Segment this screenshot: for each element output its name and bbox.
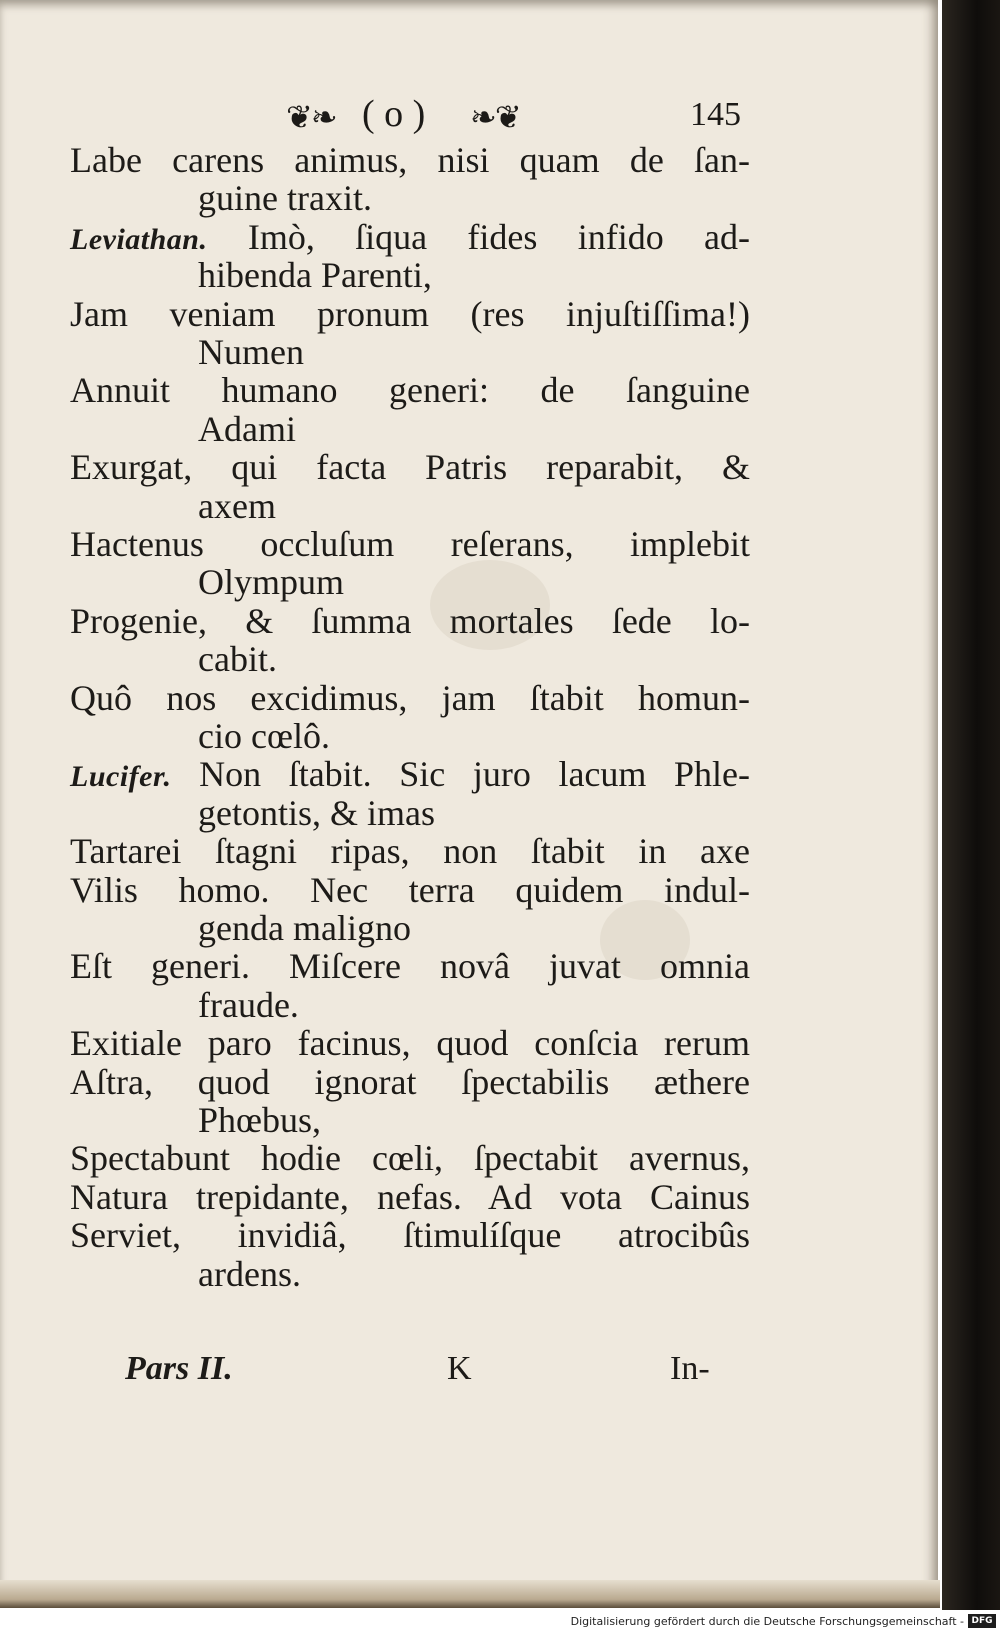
text-line: fraude. — [198, 984, 299, 1025]
text-line: Vilis homo. Nec terra quidem indul- — [70, 869, 750, 910]
text-line: Olympum — [198, 562, 345, 603]
text-line: cabit. — [198, 639, 277, 680]
text-line: Eſt generi. Miſcere novâ juvat omnia — [70, 946, 750, 987]
page-number: 145 — [690, 96, 741, 133]
page-edge — [0, 1580, 940, 1608]
text-line: Adami — [198, 408, 296, 449]
text-line: Exurgat, qui facta Patris reparabit, & — [70, 447, 750, 488]
text-line: hibenda Parenti, — [198, 255, 432, 296]
text-line: Annuit humano generi: de ſanguine — [70, 370, 750, 411]
text-line — [70, 217, 750, 257]
text-line: Hactenus occluſum reſerans, implebit — [70, 524, 750, 564]
line-text: Imò, ſiqua fides infido ad- — [247, 216, 751, 257]
text-line: Exitiale paro facinus, quod conſcia rerum — [70, 1023, 750, 1064]
text-line: Aſtra, quod ignorat ſpectabilis æthere — [70, 1061, 750, 1102]
text-line: Numen — [198, 332, 304, 372]
running-header — [280, 92, 750, 140]
ornament-icon: ❧❦ — [470, 99, 520, 135]
text-line: Jam veniam pronum (res injuſtiſſima!) — [70, 293, 750, 334]
text-line: Spectabunt hodie cœli, ſpectabit avernus, — [70, 1138, 750, 1179]
text-line: Serviet, invidiâ, ſtimulíſque atrocibûs — [70, 1215, 750, 1256]
text-line: Progenie, & ſumma mortales ſede lo- — [70, 600, 750, 641]
text-line: guine traxit. — [198, 178, 372, 219]
signature-mark: Pars II. — [125, 1350, 233, 1387]
page-footer — [125, 1350, 745, 1394]
gathering-mark: K — [447, 1350, 472, 1387]
text-line: Quô nos excidimus, jam ſtabit homun- — [70, 677, 750, 718]
credit-bar — [0, 1612, 1000, 1632]
text-line: Labe carens animus, nisi quam de ſan- — [70, 140, 750, 180]
text-line: Tartarei ſtagni ripas, non ſtabit in axe — [70, 831, 750, 872]
dfg-logo: DFG — [968, 1614, 996, 1628]
book-spine — [942, 0, 1000, 1610]
credit-text: Digitalisierung gefördert durch die Deutsche Forschungsgemeinschaft - — [570, 1615, 964, 1628]
text-line — [70, 754, 750, 794]
text-line: axem — [198, 485, 276, 526]
header-mark: ( o ) — [362, 93, 426, 135]
catchword: In- — [670, 1350, 710, 1387]
text-line: getontis, & imas — [198, 792, 435, 833]
text-line: cio cœlô. — [198, 716, 330, 756]
text-line: genda maligno — [198, 908, 411, 948]
text-line: Natura trepidante, nefas. Ad vota Cainus — [70, 1176, 750, 1217]
speaker-name: Lucifer. — [70, 760, 172, 794]
line-text: Non ſtabit. Sic juro lacum Phle- — [199, 754, 750, 795]
text-line: ardens. — [198, 1253, 301, 1294]
speaker-name: Leviathan. — [70, 222, 208, 256]
ornament-icon: ❦❧ — [286, 99, 336, 135]
text-line: Phœbus, — [198, 1100, 322, 1140]
